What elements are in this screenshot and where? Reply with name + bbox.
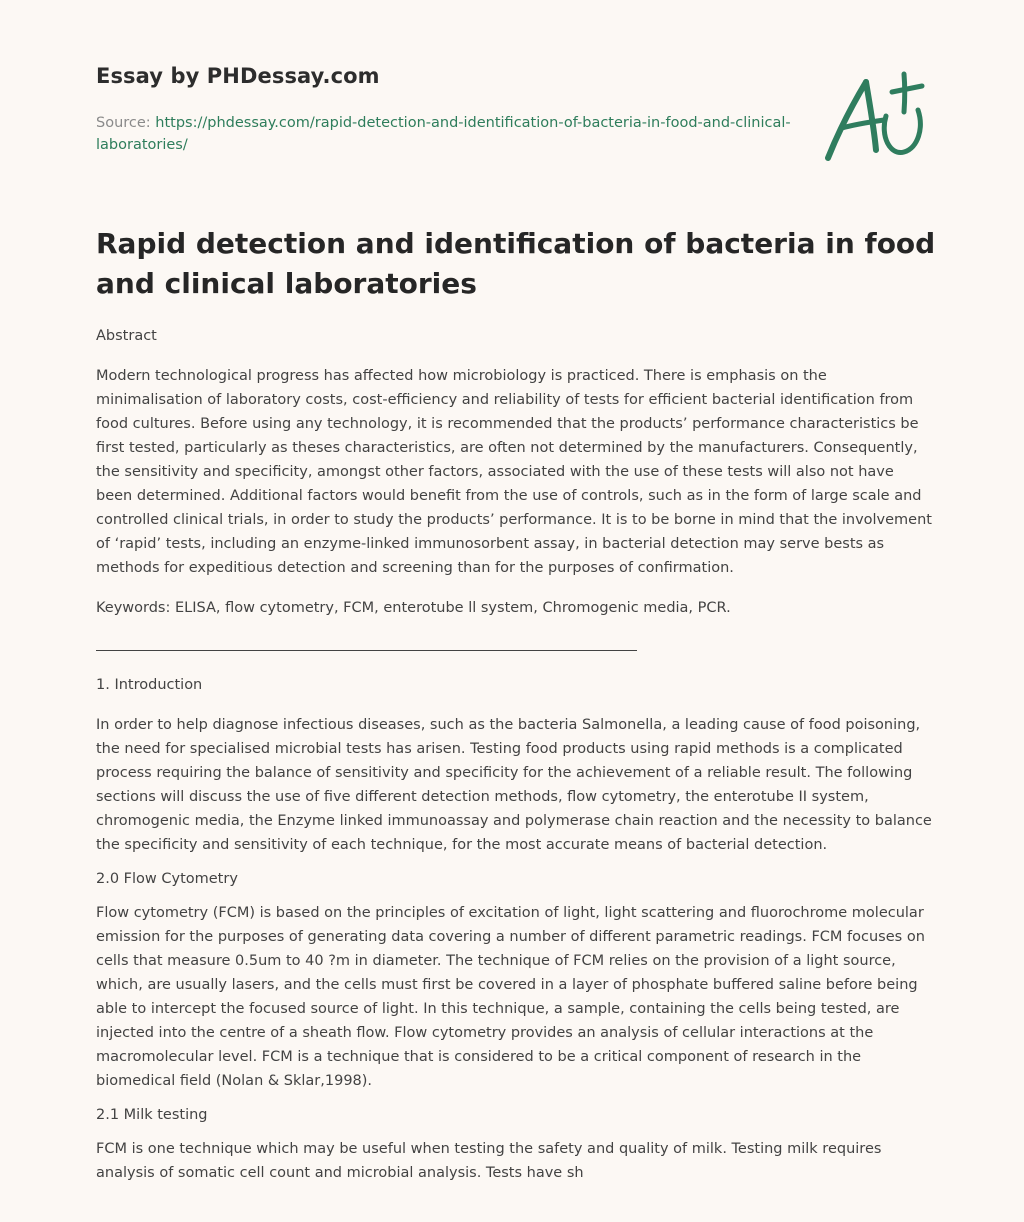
abstract-paragraph: Modern technological progress has affected how microbiology is practiced. There is emphasis on the minimalisation of laboratory costs, cost-efficiency and reliability of tests for efficient bacterial identification from food cultures. Before using any technology, it is recommended that the products’ performance characteristics be first tested, particularly as theses characteristics, are often not determined by the manufacturers. Consequently, the sensitivity and specificity, amongst other factors, associated with the use of these tests will also not have been determined. Additional factors would benefit from the use of controls, such as in the form of large scale and controlled clinical trials, in order to study the products’ performance. It is to be borne in mind that the involvement of ‘rapid’ tests, including an enzyme-linked immunosorbent assay, in bacterial detection may serve bests as methods for expeditious detection and screening than for the purposes of confirmation. — [96, 368, 932, 576]
flow-cytometry-paragraph: Flow cytometry (FCM) is based on the principles of excitation of light, light scattering and fluorochrome molecular emission for the purposes of generating data covering a number of different parametric readings. FCM focuses on cells that measure 0.5um to 40 ?m in diameter. The technique of FCM relies on the provision of a light source, which, are usually lasers, and the cells must first be covered in a layer of phosphate buffered saline before being able to intercept the focused source of light. In this technique, a sample, containing the cells being tested, are injected into the centre of a sheath flow. Flow cytometry provides an analysis of cellular interactions at the macromolecular level. FCM is a technique that is considered to be a critical component of research in the biomedical field (Nolan & Sklar,1998). — [96, 905, 925, 1089]
introduction-paragraph: In order to help diagnose infectious diseases, such as the bacteria Salmonella, a leading cause of food poisoning, the need for specialised microbial tests has arisen. Testing food products using rapid methods is a complicated process requiring the balance of sensitivity and specificity for the achievement of a reliable result. The following sections will discuss the use of five different detection methods, flow cytometry, the enterotube II system, chromogenic media, the Enzyme linked immunoassay and polymerase chain reaction and the necessity to balance the specificity and sensitivity of each technique, for the most accurate means of bacterial detection. — [96, 717, 932, 853]
abstract-heading: Abstract — [96, 328, 157, 344]
keywords-line: Keywords: ELISA, flow cytometry, FCM, enterotube ll system, Chromogenic media, PCR. — [96, 600, 731, 616]
milk-testing-heading: 2.1 Milk testing — [96, 1107, 208, 1123]
section-divider — [96, 650, 637, 651]
essay-body — [96, 324, 932, 1201]
source-link[interactable]: https://phdessay.com/rapid-detection-and-identification-of-bacteria-in-food-and-clinical-laboratories/ — [96, 115, 791, 153]
source-line — [96, 112, 796, 156]
introduction-heading: 1. Introduction — [96, 677, 203, 693]
milk-testing-paragraph: FCM is one technique which may be useful when testing the safety and quality of milk. Testing milk requires analysis of somatic cell count and microbial analysis. Tests have sh — [96, 1141, 882, 1181]
a-plus-logo-icon — [820, 66, 932, 166]
essay-title: Rapid detection and identification of bacteria in food and clinical laboratories — [96, 227, 936, 300]
source-label: Source: — [96, 115, 151, 131]
site-brand: Essay by PHDessay.com — [96, 64, 380, 88]
flow-cytometry-heading: 2.0 Flow Cytometry — [96, 871, 238, 887]
